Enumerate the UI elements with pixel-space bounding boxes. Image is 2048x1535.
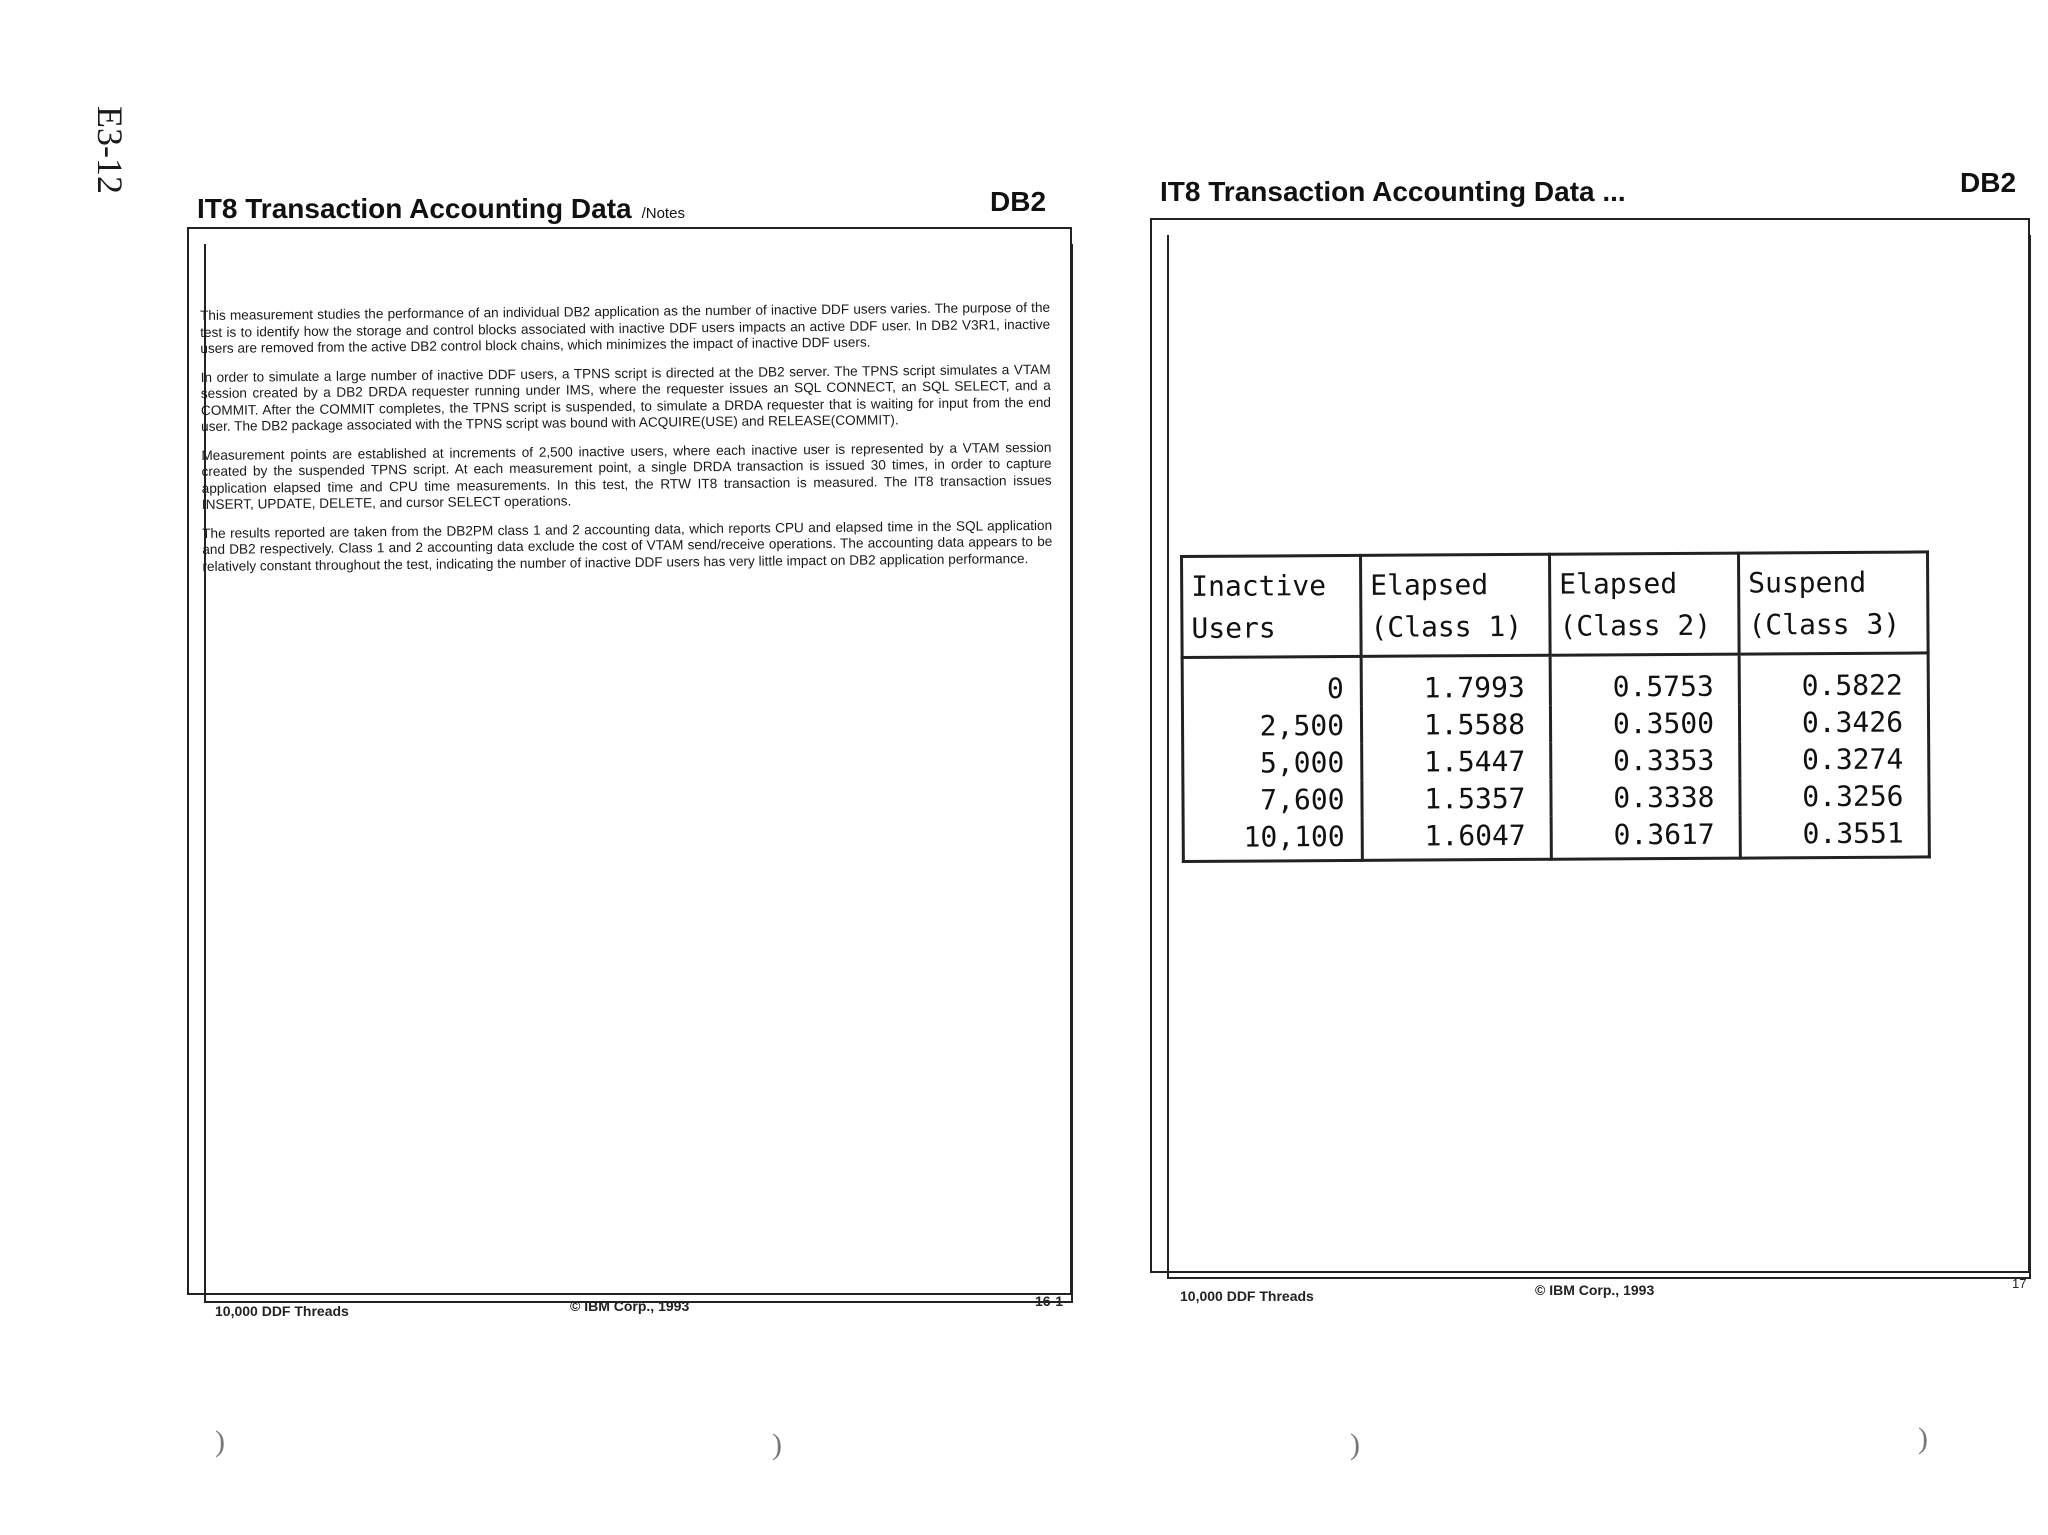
cell-elapsed-class1: 1.5357 (1362, 780, 1551, 818)
right-footer-copyright: © IBM Corp., 1993 (1535, 1282, 1655, 1298)
right-footer-label: 10,000 DDF Threads (1180, 1288, 1314, 1304)
cell-elapsed-class2: 0.3338 (1551, 779, 1740, 817)
table-row (1182, 653, 1928, 708)
left-footer-page-number: 16-1 (1035, 1293, 1064, 1309)
left-footer-copyright: © IBM Corp., 1993 (570, 1298, 690, 1314)
cell-elapsed-class2: 0.5753 (1550, 654, 1739, 706)
cell-suspend-class3: 0.3426 (1739, 703, 1928, 741)
binder-mark: ) (1350, 1428, 1360, 1461)
table-row (1183, 814, 1929, 861)
cell-elapsed-class2: 0.3500 (1550, 705, 1739, 743)
cell-suspend-class3: 0.5822 (1739, 653, 1928, 705)
cell-suspend-class3: 0.3274 (1740, 740, 1929, 778)
cell-elapsed-class1: 1.5447 (1362, 743, 1551, 781)
cell-elapsed-class2: 0.3617 (1551, 816, 1740, 860)
table-row (1183, 740, 1929, 782)
cell-elapsed-class1: 1.5588 (1361, 706, 1550, 744)
binder-mark: ) (772, 1428, 782, 1461)
cell-inactive-users: 0 (1182, 656, 1361, 708)
cell-suspend-class3: 0.3551 (1740, 814, 1929, 858)
left-page-title (197, 193, 685, 225)
right-footer-page-number: 17 (2012, 1276, 2027, 1291)
table-row (1182, 703, 1928, 745)
header-elapsed-class1: Elapsed (Class 1) (1361, 554, 1551, 656)
table-header-row (1182, 552, 1929, 658)
cell-inactive-users: 10,100 (1183, 818, 1362, 862)
header-inactive-users: Inactive Users (1182, 555, 1362, 657)
cell-inactive-users: 5,000 (1183, 744, 1362, 782)
header-elapsed-class2: Elapsed (Class 2) (1550, 553, 1740, 655)
cell-elapsed-class1: 1.7993 (1361, 655, 1550, 707)
cell-suspend-class3: 0.3256 (1740, 777, 1929, 815)
left-title-text: IT8 Transaction Accounting Data (197, 193, 632, 224)
binder-mark: ) (215, 1425, 225, 1458)
left-page-tag: DB2 (990, 186, 1047, 217)
notes-paragraph-3: Measurement points are established at increments of 2,500 inactive users, where each inactive user is represented by a VTAM session created by the suspended TPNS script. At each measurement point, a single DRDA transaction is issued 30 times, in order to capture application elapsed time and CPU time measurements. In this test, the RTW IT8 transaction is measured. The IT8 transaction issues INSERT, UPDATE, DELETE, and cursor SELECT operations. (201, 439, 1052, 512)
left-footer-label: 10,000 DDF Threads (215, 1303, 349, 1319)
notes-body (200, 300, 1053, 587)
right-page-title: IT8 Transaction Accounting Data ... (1160, 176, 1626, 207)
header-suspend-class3: Suspend (Class 3) (1738, 552, 1928, 654)
notes-paragraph-1: This measurement studies the performance of an individual DB2 application as the number of inactive DDF users varies. The purpose of the test is to identify how the storage and control blocks associated with inactive DDF users impacts an active DDF user. In DB2 V3R1, inactive users are removed from the active DB2 control block chains, which minimizes the impact of inactive DDF users. (200, 299, 1051, 356)
cell-inactive-users: 7,600 (1183, 781, 1362, 819)
cell-elapsed-class1: 1.6047 (1362, 817, 1551, 861)
side-page-label: E3-12 (90, 106, 130, 194)
notes-paragraph-4: The results reported are taken from the DB2PM class 1 and 2 accounting data, which reports CPU and elapsed time in the SQL application and DB2 respectively. Class 1 and 2 accounting data exclude the cost of VTAM send/receive operations. The accounting data appears to be relatively constant throughout the test, indicating the number of inactive DDF users has very little impact on DB2 application performance. (202, 517, 1053, 574)
binder-mark: ) (1918, 1422, 1928, 1455)
cell-inactive-users: 2,500 (1182, 707, 1361, 745)
notes-paragraph-2: In order to simulate a large number of inactive DDF users, a TPNS script is directed at the DB2 server. The TPNS script simulates a VTAM session created by a DB2 DRDA requester running under IMS, where the requester issues an SQL CONNECT, an SQL SELECT, and a COMMIT. After the COMMIT completes, the TPNS script is suspended, to simulate a DRDA requester that is waiting for input from the end user. The DB2 package associated with the TPNS script was bound with ACQUIRE(USE) and RELEASE(COMMIT). (200, 361, 1052, 434)
left-title-suffix: /Notes (641, 205, 685, 222)
cell-elapsed-class2: 0.3353 (1551, 742, 1740, 780)
table-row (1183, 777, 1929, 819)
accounting-table (1180, 550, 1931, 863)
right-page-tag: DB2 (1960, 167, 2017, 198)
